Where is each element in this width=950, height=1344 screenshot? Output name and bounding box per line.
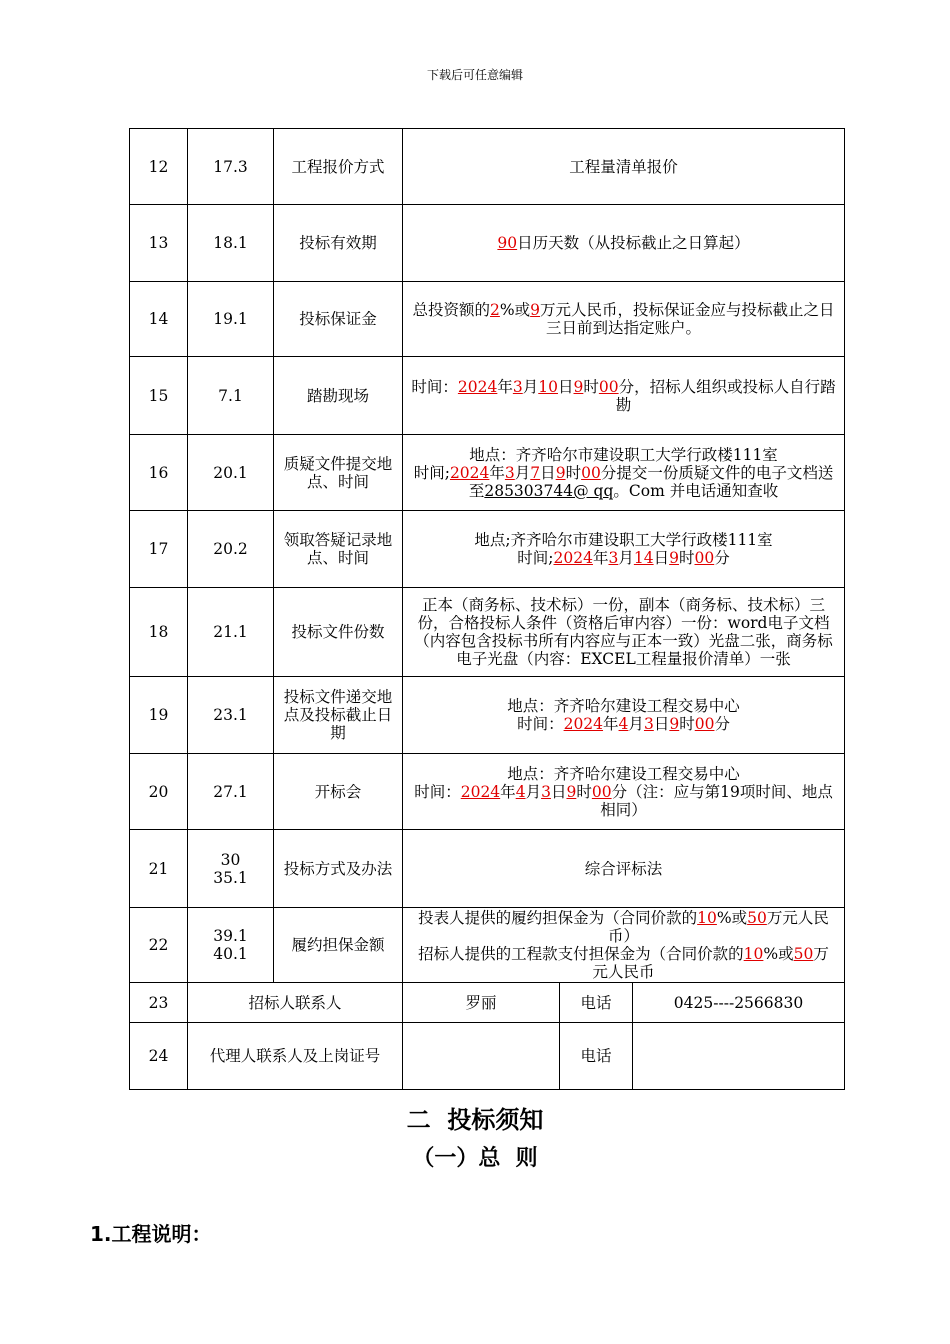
time-label: 时间：	[517, 715, 564, 733]
section-title: （一）总 则	[412, 1146, 538, 1171]
table-row	[130, 830, 845, 908]
row-number: 23	[130, 983, 188, 1023]
year-value: 2024	[460, 782, 501, 801]
day-value: 14	[633, 549, 654, 567]
year-value: 2024	[457, 377, 498, 396]
item-name: 工程报价方式	[274, 129, 403, 205]
year-value: 2024	[449, 463, 490, 482]
row-number: 16	[130, 435, 188, 511]
phone-label: 电话	[560, 1023, 633, 1090]
content-text: 分	[714, 715, 730, 733]
subsection-heading: 1.工程说明：	[90, 1222, 212, 1246]
unit-label: 月	[514, 463, 531, 482]
unit-label: 时	[565, 463, 582, 482]
phone-label: 电话	[560, 983, 633, 1023]
item-content	[403, 282, 845, 357]
table-row	[130, 1023, 845, 1090]
table-row	[130, 205, 845, 282]
chapter-title: 二 投标须知	[406, 1106, 544, 1134]
address-line: 地点：齐齐哈尔建设工程交易中心	[507, 764, 740, 783]
address-line: 地点;齐齐哈尔市建设职工大学行政楼111室	[474, 531, 773, 549]
phone-value	[633, 1023, 845, 1090]
amount-value: 50	[793, 945, 814, 963]
row-number: 12	[130, 129, 188, 205]
amount-value: 9	[530, 301, 540, 319]
item-content: 综合评标法	[403, 830, 845, 908]
phone-value: 0425----2566830	[633, 983, 845, 1023]
contact-name	[403, 1023, 560, 1090]
clause-number	[188, 830, 274, 908]
row-number: 15	[130, 357, 188, 435]
unit-label: 日	[557, 377, 574, 396]
row-number: 20	[130, 754, 188, 830]
row-number: 14	[130, 282, 188, 357]
table-row	[130, 908, 845, 983]
content-line	[411, 909, 836, 945]
row-number: 19	[130, 677, 188, 754]
clause-number: 19.1	[188, 282, 274, 357]
clause-number: 17.3	[188, 129, 274, 205]
item-content	[403, 357, 845, 435]
unit-label: 月	[522, 377, 539, 396]
item-name: 投标文件份数	[274, 588, 403, 677]
hour-value: 9	[669, 715, 680, 733]
time-line	[411, 783, 836, 819]
item-content	[403, 754, 845, 830]
item-name: 踏勘现场	[274, 357, 403, 435]
clause-line: 35.1	[213, 868, 248, 887]
unit-label: 年	[497, 377, 513, 396]
unit-label: 年	[592, 549, 609, 567]
content-line	[411, 945, 836, 981]
content-text: %或	[499, 301, 531, 319]
percent-value: 10	[697, 909, 717, 927]
clause-number: 27.1	[188, 754, 274, 830]
content-text: 日历天数（从投标截止之日算起）	[517, 234, 750, 252]
unit-label: 时	[679, 715, 695, 733]
address-line: 地点：齐齐哈尔建设工程交易中心	[507, 697, 740, 715]
row-number: 21	[130, 830, 188, 908]
days-value: 90	[497, 234, 518, 252]
clause-number: 18.1	[188, 205, 274, 282]
amount-value: 50	[747, 909, 767, 927]
month-value: 4	[515, 782, 526, 801]
item-content	[403, 511, 845, 588]
unit-label: 日	[550, 782, 567, 801]
row-number: 13	[130, 205, 188, 282]
row-number: 22	[130, 908, 188, 983]
item-name: 领取答疑记录地点、时间	[274, 511, 403, 588]
time-label: 时间;	[517, 549, 554, 567]
clause-number: 21.1	[188, 588, 274, 677]
unit-label: 月	[525, 782, 542, 801]
table-row	[130, 588, 845, 677]
item-name: 投标方式及办法	[274, 830, 403, 908]
content-text: 分，招标人组织或投标人自行踏勘	[615, 377, 836, 414]
clause-number: 7.1	[188, 357, 274, 435]
time-label: 时间：	[411, 377, 458, 396]
content-text: 分（注：应与第19项时间、地点相同）	[600, 782, 833, 819]
minute-value: 00	[598, 377, 619, 396]
content-text: 万元人民币）	[608, 909, 829, 945]
item-content	[403, 435, 845, 511]
minute-value: 00	[694, 715, 715, 733]
item-name: 投标文件递交地点及投标截止日期	[274, 677, 403, 754]
unit-label: 时	[583, 377, 599, 396]
unit-label: 月	[618, 549, 634, 567]
time-label: 时间：	[414, 782, 461, 801]
content-text: 分	[714, 549, 730, 567]
unit-label: 年	[500, 782, 516, 801]
clause-line: 30	[220, 850, 241, 869]
percent-value: 2	[490, 301, 500, 319]
clause-line: 39.1	[213, 927, 248, 945]
minute-value: 00	[694, 549, 715, 567]
item-name: 投标有效期	[274, 205, 403, 282]
content-text: 万元人民币	[592, 945, 829, 981]
time-line	[411, 549, 836, 567]
content-text: 招标人提供的工程款支付担保金为（合同价款的	[418, 945, 744, 963]
table-row	[130, 511, 845, 588]
item-name: 质疑文件提交地点、时间	[274, 435, 403, 511]
table-row	[130, 435, 845, 511]
hour-value: 9	[669, 549, 679, 567]
clause-number	[188, 908, 274, 983]
hour-value: 9	[566, 782, 577, 801]
hour-value: 9	[555, 463, 566, 482]
item-content	[403, 205, 845, 282]
unit-label: 日	[653, 549, 670, 567]
year-value: 2024	[553, 549, 593, 567]
month-value: 4	[618, 715, 629, 733]
table-row	[130, 754, 845, 830]
item-name: 招标人联系人	[188, 983, 403, 1023]
content-text: %或	[716, 909, 748, 927]
time-label: 时间;	[413, 463, 450, 482]
table-row	[130, 357, 845, 435]
time-line	[411, 715, 836, 733]
content-text: %或	[763, 945, 794, 963]
item-name: 代理人联系人及上岗证号	[188, 1023, 403, 1090]
item-content: 工程量清单报价	[403, 129, 845, 205]
row-number: 18	[130, 588, 188, 677]
row-number: 17	[130, 511, 188, 588]
content-text: 。Com 并电话通知查收	[613, 481, 779, 500]
unit-label: 日	[653, 715, 670, 733]
unit-label: 月	[628, 715, 644, 733]
page-header: 下载后可任意编辑	[426, 68, 523, 82]
table-row	[130, 282, 845, 357]
bid-data-table	[129, 128, 845, 1090]
clause-number: 20.1	[188, 435, 274, 511]
item-name: 开标会	[274, 754, 403, 830]
item-content: 正本（商务标、技术标）一份，副本（商务标、技术标）三份，合格投标人条件（资格后审内容）一份：word电子文档（内容包含投标书所有内容应与正本一致）光盘二张，商务标电子光盘（内容：EXCEL工程量报价清单）一张	[403, 588, 845, 677]
time-line	[411, 464, 836, 500]
unit-label: 时	[678, 549, 695, 567]
content-text: 总投资额的	[412, 301, 491, 319]
day-value: 3	[541, 782, 551, 801]
content-text: 万元人民币，投标保证金应与投标截止之日三日前到达指定账户。	[540, 301, 835, 337]
item-content	[403, 908, 845, 983]
month-value: 3	[504, 463, 515, 482]
unit-label: 日	[540, 463, 556, 482]
item-name: 履约担保金额	[274, 908, 403, 983]
hour-value: 9	[573, 377, 584, 396]
item-content	[403, 677, 845, 754]
unit-label: 年	[603, 715, 619, 733]
clause-line: 40.1	[213, 945, 248, 963]
table-row	[130, 129, 845, 205]
email-value: 285303744@ qq	[484, 481, 614, 500]
table-row	[130, 677, 845, 754]
clause-number: 20.2	[188, 511, 274, 588]
month-value: 3	[608, 549, 619, 567]
day-value: 3	[643, 715, 654, 733]
day-value: 7	[530, 463, 541, 482]
content-text: 投表人提供的履约担保金为（合同价款的	[418, 909, 698, 927]
unit-label: 年	[489, 463, 505, 482]
clause-number: 23.1	[188, 677, 274, 754]
table-row	[130, 983, 845, 1023]
month-value: 3	[512, 377, 523, 396]
day-value: 10	[538, 377, 558, 396]
row-number: 24	[130, 1023, 188, 1090]
address-line: 地点：齐齐哈尔市建设职工大学行政楼111室	[469, 445, 778, 464]
item-name: 投标保证金	[274, 282, 403, 357]
unit-label: 时	[576, 782, 592, 801]
content-text: 分提交一份质疑文件的电子文档送至	[468, 463, 834, 500]
contact-name: 罗丽	[403, 983, 560, 1023]
percent-value: 10	[743, 945, 764, 963]
minute-value: 00	[591, 782, 612, 801]
minute-value: 00	[581, 463, 601, 482]
year-value: 2024	[563, 715, 604, 733]
